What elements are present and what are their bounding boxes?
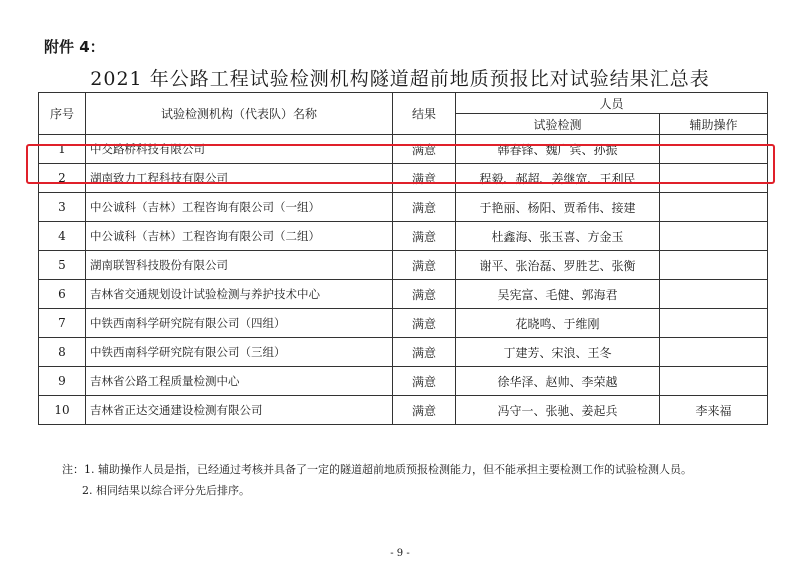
cell-no: 1	[39, 135, 86, 164]
cell-assist	[660, 193, 768, 222]
table-row	[39, 338, 768, 367]
table-row	[39, 309, 768, 338]
cell-result: 满意	[393, 164, 456, 193]
cell-assist	[660, 280, 768, 309]
cell-assist	[660, 309, 768, 338]
header-org: 试验检测机构（代表队）名称	[86, 93, 393, 135]
row-highlight-box	[26, 144, 775, 184]
header-assist: 辅助操作	[660, 114, 768, 135]
cell-testing: 谢平、张治磊、罗胜艺、张衡	[456, 251, 660, 280]
page-number: - 9 -	[390, 548, 410, 559]
cell-org: 中铁西南科学研究院有限公司（三组）	[86, 338, 393, 367]
cell-assist: 李来福	[660, 396, 768, 425]
cell-org: 吉林省正达交通建设检测有限公司	[86, 396, 393, 425]
cell-testing: 程毅、郝超、姜继宽、王利民	[456, 164, 660, 193]
cell-result: 满意	[393, 222, 456, 251]
results-table	[38, 92, 768, 425]
cell-result: 满意	[393, 367, 456, 396]
note-1: 注：1. 辅助操作人员是指，已经通过考核并具备了一定的隧道超前地质预报检测能力，但不能承担主要检测工作的试验检测人员。	[62, 463, 692, 476]
cell-testing: 杜鑫海、张玉喜、方金玉	[456, 222, 660, 251]
cell-org: 中公诚科（吉林）工程咨询有限公司（二组）	[86, 222, 393, 251]
cell-testing: 韩春锋、魏广宾、孙振	[456, 135, 660, 164]
cell-testing: 花晓鸣、于维刚	[456, 309, 660, 338]
cell-no: 5	[39, 251, 86, 280]
cell-no: 7	[39, 309, 86, 338]
header-no: 序号	[39, 93, 86, 135]
cell-no: 6	[39, 280, 86, 309]
cell-org: 中铁西南科学研究院有限公司（四组）	[86, 309, 393, 338]
cell-org: 湖南联智科技股份有限公司	[86, 251, 393, 280]
cell-org: 吉林省公路工程质量检测中心	[86, 367, 393, 396]
table-row	[39, 367, 768, 396]
cell-testing: 徐华泽、赵帅、李荣越	[456, 367, 660, 396]
cell-no: 2	[39, 164, 86, 193]
header-result: 结果	[393, 93, 456, 135]
cell-no: 9	[39, 367, 86, 396]
table-row	[39, 280, 768, 309]
cell-assist	[660, 338, 768, 367]
attachment-label: 附件 4：	[44, 38, 105, 56]
cell-assist	[660, 367, 768, 396]
header-staff: 人员	[456, 93, 768, 114]
cell-testing: 冯守一、张驰、姜起兵	[456, 396, 660, 425]
table-row	[39, 193, 768, 222]
cell-result: 满意	[393, 309, 456, 338]
cell-testing: 丁建芳、宋浪、王冬	[456, 338, 660, 367]
table-row	[39, 396, 768, 425]
cell-assist	[660, 222, 768, 251]
header-testing: 试验检测	[456, 114, 660, 135]
cell-no: 8	[39, 338, 86, 367]
note-2: 2. 相同结果以综合评分先后排序。	[82, 484, 250, 497]
notes	[62, 459, 692, 501]
cell-org: 中交路桥科技有限公司	[86, 135, 393, 164]
cell-result: 满意	[393, 396, 456, 425]
cell-org: 中公诚科（吉林）工程咨询有限公司（一组）	[86, 193, 393, 222]
cell-result: 满意	[393, 251, 456, 280]
cell-result: 满意	[393, 193, 456, 222]
cell-testing: 吴宪富、毛健、郭海君	[456, 280, 660, 309]
cell-result: 满意	[393, 135, 456, 164]
cell-assist	[660, 251, 768, 280]
table-row	[39, 251, 768, 280]
cell-org: 吉林省交通规划设计试验检测与养护技术中心	[86, 280, 393, 309]
cell-no: 10	[39, 396, 86, 425]
cell-result: 满意	[393, 338, 456, 367]
cell-testing: 于艳丽、杨阳、贾希伟、接建	[456, 193, 660, 222]
table-row	[39, 222, 768, 251]
cell-no: 4	[39, 222, 86, 251]
cell-org: 湖南致力工程科技有限公司	[86, 164, 393, 193]
cell-no: 3	[39, 193, 86, 222]
cell-result: 满意	[393, 280, 456, 309]
document-title: 2021 年公路工程试验检测机构隧道超前地质预报比对试验结果汇总表	[90, 68, 710, 90]
